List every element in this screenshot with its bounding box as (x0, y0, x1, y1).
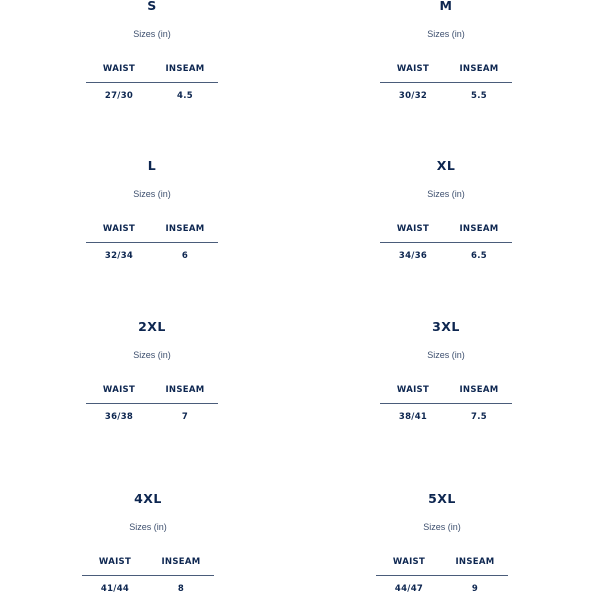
size-title: S (147, 0, 157, 13)
size-title: XL (436, 158, 456, 173)
header-divider (376, 575, 508, 576)
unit-label: Sizes (in) (129, 522, 167, 532)
unit-label: Sizes (in) (133, 350, 171, 360)
header-divider (86, 403, 218, 404)
inseam-header: INSEAM (161, 557, 201, 567)
unit-label: Sizes (in) (133, 29, 171, 39)
waist-value: 27/30 (104, 91, 134, 101)
inseam-header: INSEAM (459, 64, 499, 74)
inseam-value: 6.5 (471, 251, 487, 261)
waist-header: WAIST (392, 557, 426, 567)
waist-header: WAIST (98, 557, 132, 567)
inseam-header: INSEAM (165, 224, 205, 234)
inseam-value: 4.5 (177, 91, 193, 101)
waist-header: WAIST (396, 385, 430, 395)
header-divider (86, 82, 218, 83)
waist-value: 34/36 (398, 251, 428, 261)
inseam-value: 8 (177, 584, 185, 594)
waist-header: WAIST (396, 224, 430, 234)
waist-value: 44/47 (394, 584, 424, 594)
waist-value: 38/41 (398, 412, 428, 422)
unit-label: Sizes (in) (427, 29, 465, 39)
waist-header: WAIST (396, 64, 430, 74)
waist-value: 32/34 (104, 251, 134, 261)
header-divider (86, 242, 218, 243)
size-title: L (147, 158, 157, 173)
unit-label: Sizes (in) (427, 189, 465, 199)
header-divider (380, 403, 512, 404)
waist-value: 36/38 (104, 412, 134, 422)
header-divider (82, 575, 214, 576)
inseam-value: 6 (181, 251, 189, 261)
inseam-header: INSEAM (459, 224, 499, 234)
inseam-value: 7.5 (471, 412, 487, 422)
waist-value: 30/32 (398, 91, 428, 101)
header-divider (380, 82, 512, 83)
size-title: 3XL (432, 319, 460, 334)
unit-label: Sizes (in) (423, 522, 461, 532)
size-title: 2XL (138, 319, 166, 334)
waist-header: WAIST (102, 385, 136, 395)
waist-value: 41/44 (100, 584, 130, 594)
header-divider (380, 242, 512, 243)
waist-header: WAIST (102, 224, 136, 234)
unit-label: Sizes (in) (427, 350, 465, 360)
inseam-header: INSEAM (165, 385, 205, 395)
inseam-header: INSEAM (459, 385, 499, 395)
unit-label: Sizes (in) (133, 189, 171, 199)
size-title: 5XL (428, 491, 456, 506)
inseam-header: INSEAM (165, 64, 205, 74)
size-title: 4XL (134, 491, 162, 506)
inseam-value: 7 (181, 412, 189, 422)
inseam-value: 9 (471, 584, 479, 594)
inseam-header: INSEAM (455, 557, 495, 567)
size-title: M (439, 0, 453, 13)
inseam-value: 5.5 (471, 91, 487, 101)
waist-header: WAIST (102, 64, 136, 74)
